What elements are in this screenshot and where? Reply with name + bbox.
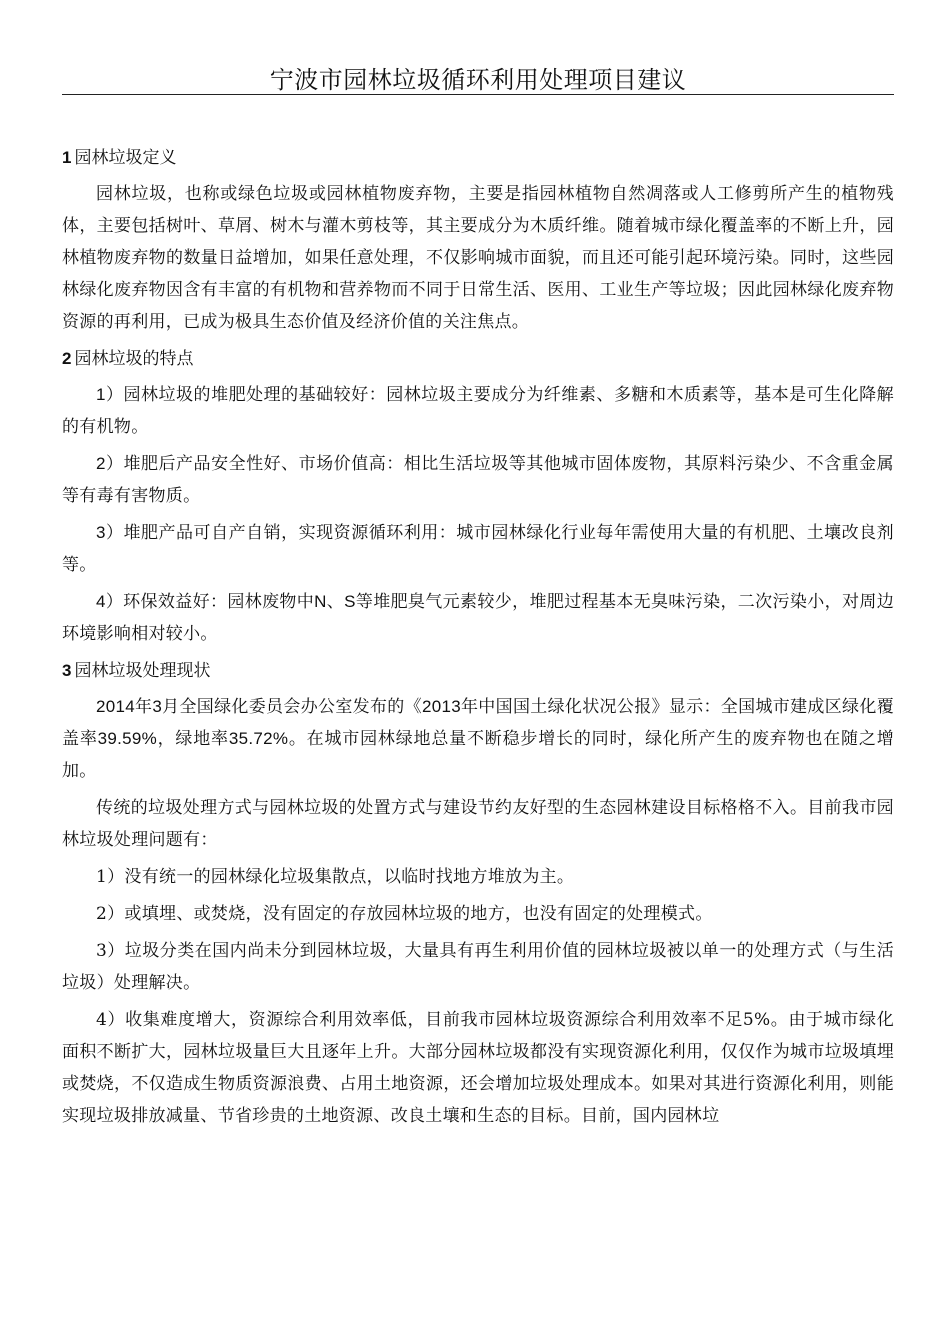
paragraph: 2）或填埋、或焚烧，没有固定的存放园林垃圾的地方，也没有固定的处理模式。: [96, 904, 713, 924]
paragraph: 3）堆肥产品可自产自销，实现资源循环利用：城市园林绿化行业每年需使用大量的有机肥、土壤改良剂等。: [62, 523, 894, 574]
section-heading-2: [62, 343, 894, 375]
paragraph: 1）园林垃圾的堆肥处理的基础较好：园林垃圾主要成分为纤维素、多糖和木质素等，基本是可生化降解的有机物。: [62, 385, 894, 436]
paragraph: 3）垃圾分类在国内尚未分到园林垃圾，大量具有再生利用价值的园林垃圾被以单一的处理方式（与生活垃圾）处理解决。: [62, 941, 894, 993]
paragraph: 2）堆肥后产品安全性好、市场价值高：相比生活垃圾等其他城市固体废物，其原料污染少、不含重金属等有毒有害物质。: [62, 454, 894, 505]
section-number: 2: [62, 349, 72, 368]
paragraph: 2014年3月全国绿化委员会办公室发布的《2013年中国国土绿化状况公报》显示：全国城市建成区绿化覆盖率39.59%，绿地率35.72%。在城市园林绿地总量不断稳步增长的同时，绿化所产生的废弃物也在随之增加。: [62, 697, 894, 780]
paragraph: 园林垃圾，也称或绿色垃圾或园林植物废弃物，主要是指园林植物自然凋落或人工修剪所产生的植物残体，主要包括树叶、草屑、树木与灌木剪枝等，其主要成分为木质纤维。随着城市绿化覆盖率的不断上升，园林植物废弃物的数量日益增加，如果任意处理，不仅影响城市面貌，而且还可能引起环境污染。同时，这些园林绿化废弃物因含有丰富的有机物和营养物而不同于日常生活、医用、工业生产等垃圾；因此园林绿化废弃物资源的再利用，已成为极具生态价值及经济价值的关注焦点。: [62, 184, 894, 332]
section-title: 园林垃圾处理现状: [74, 661, 211, 681]
title-underline: [62, 94, 894, 95]
paragraph: 1）没有统一的园林绿化垃圾集散点，以临时找地方堆放为主。: [96, 867, 575, 887]
section-title: 园林垃圾的特点: [74, 349, 194, 369]
document-body: [62, 142, 894, 1137]
section-title: 园林垃圾定义: [74, 148, 177, 168]
paragraph: 4）环保效益好：园林废物中N、S等堆肥臭气元素较少，堆肥过程基本无臭味污染，二次污染小，对周边环境影响相对较小。: [62, 592, 894, 643]
document-title: 宁波市园林垃圾循环利用处理项目建议: [269, 66, 687, 94]
section-number: 1: [62, 148, 72, 167]
section-heading-1: [62, 142, 894, 174]
section-number: 3: [62, 661, 72, 680]
paragraph: 4）收集难度增大，资源综合利用效率低，目前我市园林垃圾资源综合利用效率不足5%。由于城市绿化面积不断扩大，园林垃圾量巨大且逐年上升。大部分园林垃圾都没有实现资源化利用，仅仅作为城市垃圾填埋或焚烧，不仅造成生物质资源浪费、占用土地资源，还会增加垃圾处理成本。如果对其进行资源化利用，则能实现垃圾排放减量、节省珍贵的土地资源、改良土壤和生态的目标。目前，国内园林垃: [62, 1010, 894, 1126]
section-heading-3: [62, 655, 894, 687]
paragraph: 传统的垃圾处理方式与园林垃圾的处置方式与建设节约友好型的生态园林建设目标格格不入。目前我市园林垃圾处理问题有：: [62, 798, 894, 849]
